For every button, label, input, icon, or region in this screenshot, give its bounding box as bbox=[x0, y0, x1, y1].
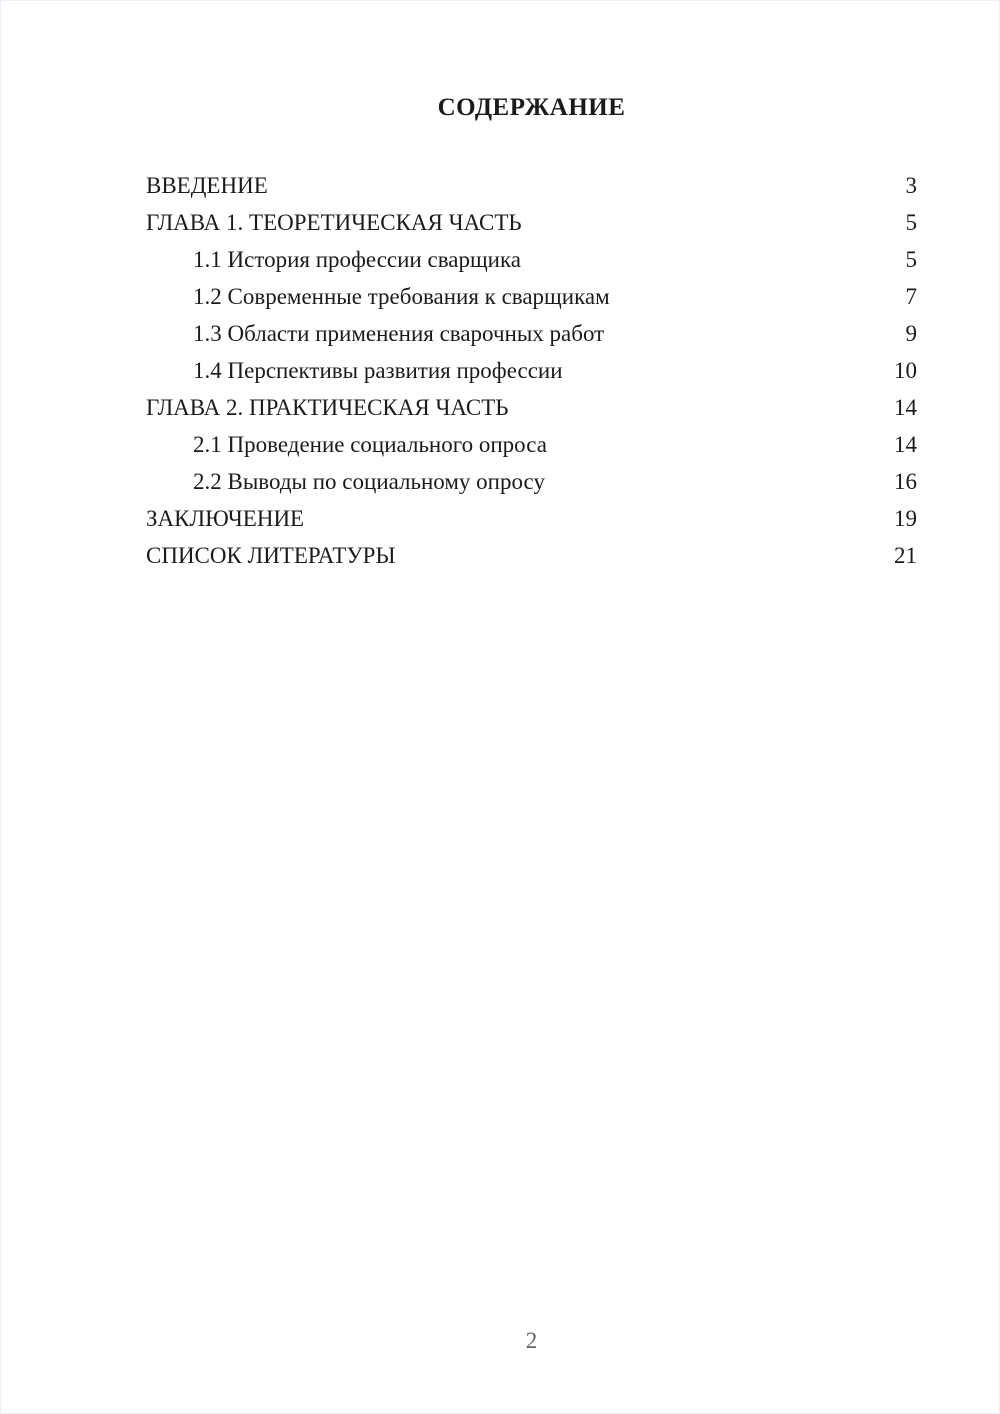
toc-entry-label: 2.2 Выводы по социальному опросу bbox=[193, 469, 545, 494]
toc-entry-label: СПИСОК ЛИТЕРАТУРЫ bbox=[146, 543, 396, 568]
toc-entry-label: ГЛАВА 2. ПРАКТИЧЕСКАЯ ЧАСТЬ bbox=[146, 395, 509, 420]
toc-entry-page-number: 19 bbox=[894, 506, 917, 531]
toc-entry-label: ГЛАВА 1. ТЕОРЕТИЧЕСКАЯ ЧАСТЬ bbox=[146, 210, 522, 235]
content-area bbox=[146, 1, 917, 1413]
toc-entry bbox=[146, 352, 917, 389]
toc-entry-page-number: 5 bbox=[905, 247, 917, 272]
toc-entry-page-number: 5 bbox=[905, 210, 917, 235]
toc-entry bbox=[146, 315, 917, 352]
toc-entry-page-number: 7 bbox=[905, 284, 917, 309]
toc-entry-page-number: 9 bbox=[905, 321, 917, 346]
toc-entry-label: 1.3 Области применения сварочных работ bbox=[193, 321, 605, 346]
toc-entry-label: 2.1 Проведение социального опроса bbox=[193, 432, 547, 457]
toc-entry bbox=[146, 463, 917, 500]
toc-entry bbox=[146, 389, 917, 426]
toc-entry bbox=[146, 426, 917, 463]
toc-entry bbox=[146, 204, 917, 241]
toc-entry bbox=[146, 537, 917, 574]
toc-entry-page-number: 3 bbox=[905, 173, 917, 198]
toc-entry bbox=[146, 241, 917, 278]
toc-entry-page-number: 16 bbox=[894, 469, 917, 494]
table-of-contents bbox=[146, 167, 917, 574]
toc-entry-label: 1.1 История профессии сварщика bbox=[193, 247, 522, 272]
page-title: СОДЕРЖАНИЕ bbox=[437, 94, 626, 121]
toc-entry-page-number: 14 bbox=[894, 395, 917, 420]
toc-entry-page-number: 21 bbox=[894, 543, 917, 568]
toc-entry bbox=[146, 278, 917, 315]
footer-page-number: 2 bbox=[525, 1328, 538, 1353]
toc-entry-label: 1.2 Современные требования к сварщикам bbox=[193, 284, 610, 309]
toc-entry-label: ЗАКЛЮЧЕНИЕ bbox=[146, 506, 305, 531]
toc-entry-label: ВВЕДЕНИЕ bbox=[146, 173, 268, 198]
toc-entry bbox=[146, 167, 917, 204]
toc-entry-page-number: 10 bbox=[894, 358, 917, 383]
toc-entry bbox=[146, 500, 917, 537]
toc-entry-page-number: 14 bbox=[894, 432, 917, 457]
toc-entry-label: 1.4 Перспективы развития профессии bbox=[193, 358, 563, 383]
